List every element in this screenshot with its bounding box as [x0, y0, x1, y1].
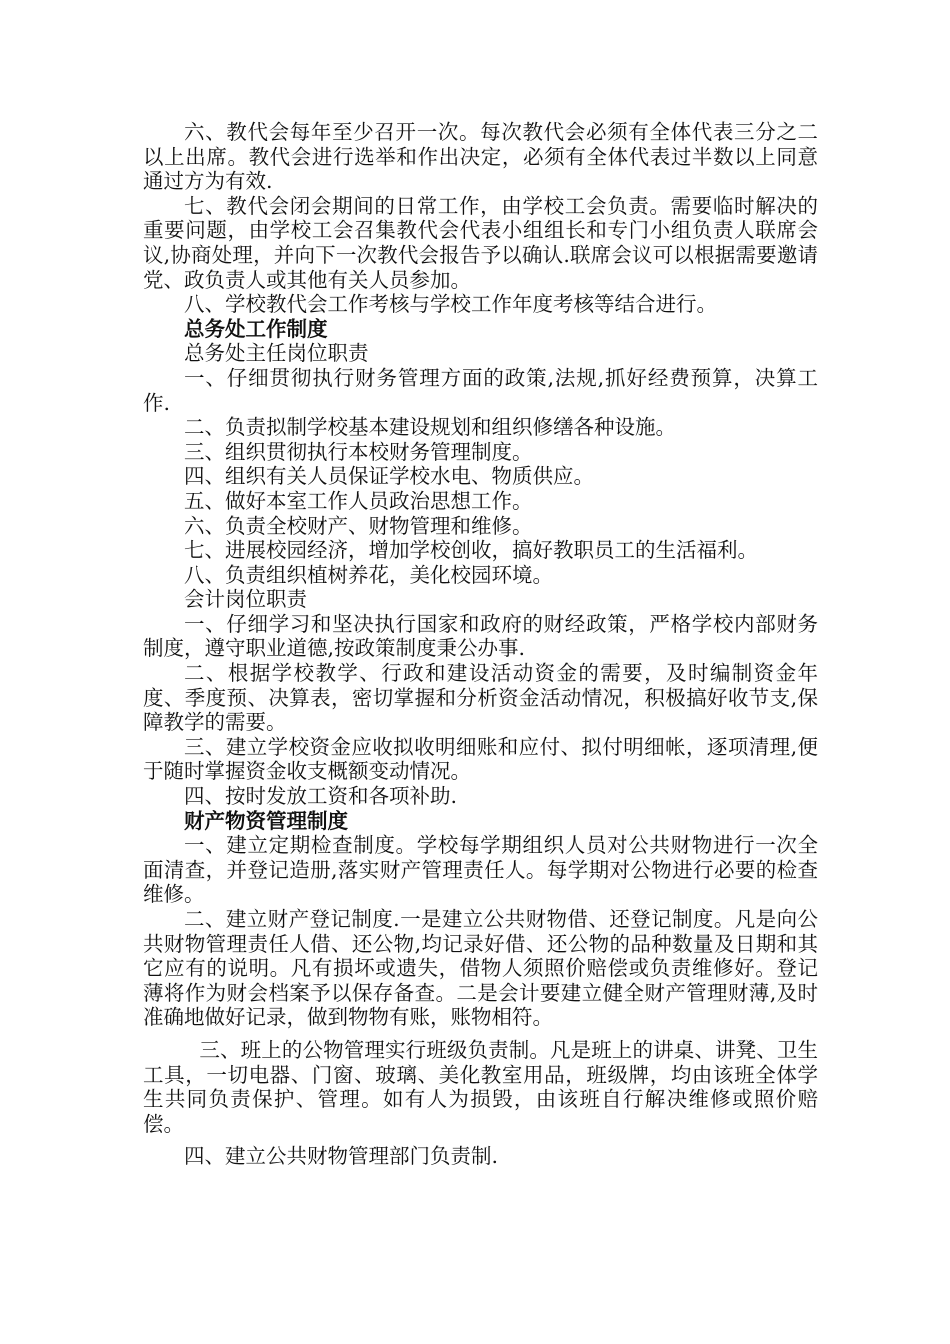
property-rule-3: 三、班上的公物管理实行班级负责制。凡是班上的讲桌、讲凳、卫生工具，一切电器、门窗、玻璃、美化教室用品，班级牌，均由该班全体学生共同负责保护、管理。如有人为损毁，由该班自行解决维修或照价赔偿。 — [143, 1037, 818, 1136]
property-rule-4: 四、建立公共财物管理部门负责制. — [184, 1144, 499, 1169]
director-duty-6: 六、负责全校财产、财物管理和维修。 — [184, 513, 533, 538]
director-duty-2: 二、负责拟制学校基本建设规划和组织修缮各种设施。 — [184, 415, 676, 440]
director-duty-4: 四、组织有关人员保证学校水电、物质供应。 — [184, 464, 594, 489]
property-rule-2: 二、建立财产登记制度.一是建立公共财物借、还登记制度。凡是向公共财物管理责任人借、还公物,均记录好借、还公物的品种数量及日期和其它应有的说明。凡有损坏或遗失，借物人须照价赔偿或负责维修好。登记薄将作为财会档案予以保存备查。二是会计要建立健全财产管理财薄,及时准确地做好记录，做到物物有账，账物相符。 — [143, 907, 818, 1030]
accountant-duty-4: 四、按时发放工资和各项补助. — [184, 784, 458, 809]
director-duty-1: 一、仔细贯彻执行财务管理方面的政策,法规,抓好经费预算，决算工作. — [143, 365, 818, 415]
paragraph-item-8: 八、学校教代会工作考核与学校工作年度考核等结合进行。 — [184, 292, 717, 317]
director-duty-3: 三、组织贯彻执行本校财务管理制度。 — [184, 439, 533, 464]
section-heading-property-management: 财产物资管理制度 — [184, 808, 348, 833]
accountant-duty-2: 二、根据学校教学、行政和建设活动资金的需要，及时编制资金年度、季度预、决算表，密切掌握和分析资金活动情况，积极搞好收节支,保障教学的需要。 — [143, 661, 818, 735]
subheading-accountant-duties: 会计岗位职责 — [184, 587, 307, 612]
director-duty-5: 五、做好本室工作人员政治思想工作。 — [184, 488, 533, 513]
accountant-duty-1: 一、仔细学习和坚决执行国家和政府的财经政策，严格学校内部财务制度，遵守职业道德,按政策制度秉公办事. — [143, 611, 818, 661]
subheading-director-duties: 总务处主任岗位职责 — [184, 341, 369, 366]
property-rule-1: 一、建立定期检查制度。学校每学期组织人员对公共财物进行一次全面清查，并登记造册,落实财产管理责任人。每学期对公物进行必要的检查维修。 — [143, 833, 818, 907]
paragraph-item-6: 六、教代会每年至少召开一次。每次教代会必须有全体代表三分之二以上出席。教代会进行选举和作出决定，必须有全体代表过半数以上同意通过方为有效. — [143, 120, 818, 194]
paragraph-item-7: 七、教代会闭会期间的日常工作，由学校工会负责。需要临时解决的重要问题，由学校工会召集教代会代表小组组长和专门小组负责人联席会议,协商处理，并向下一次教代会报告予以确认.联席会议可以根据需要邀请党、政负责人或其他有关人员参加。 — [143, 193, 818, 292]
section-heading-general-affairs: 总务处工作制度 — [184, 316, 328, 341]
accountant-duty-3: 三、建立学校资金应收拟收明细账和应付、拟付明细帐，逐项清理,便于随时掌握资金收支概额变动情况。 — [143, 734, 818, 784]
director-duty-8: 八、负责组织植树养花，美化校园环境。 — [184, 562, 553, 587]
document-body — [143, 120, 818, 1169]
director-duty-7: 七、进展校园经济，增加学校创收，搞好教职员工的生活福利。 — [184, 538, 758, 563]
